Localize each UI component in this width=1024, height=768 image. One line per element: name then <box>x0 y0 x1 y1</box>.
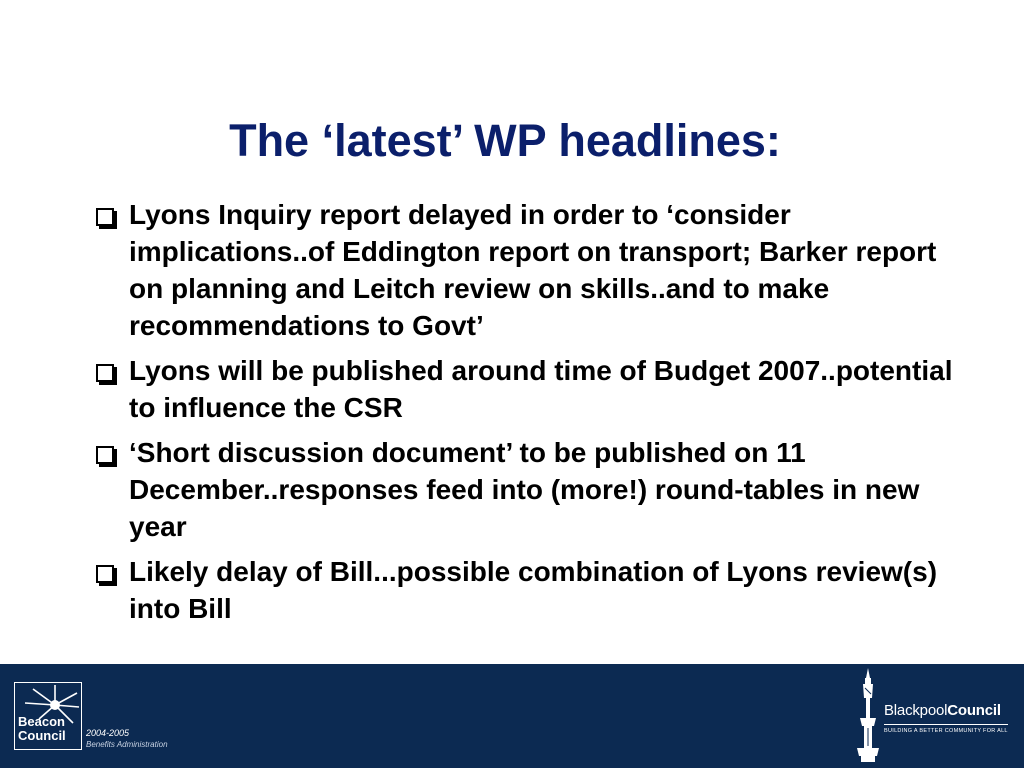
beacon-council-logo <box>14 682 82 750</box>
list-item <box>92 352 972 426</box>
beacon-logo-line2: Council <box>18 728 66 743</box>
square-bullet-icon <box>96 208 114 226</box>
council-name-part2: Council <box>947 702 1001 719</box>
bullet-text: ‘Short discussion document’ to be published on 11 December..responses feed into (more!) round-tables in new year <box>129 437 920 542</box>
bullet-text: Lyons Inquiry report delayed in order to ‘consider implications..of Eddington report on transport; Barker report on planning and Leitch review on skills..and to make recommendations to Govt’ <box>129 199 937 341</box>
tower-crest-icon <box>855 668 881 764</box>
council-name-part1: Blackpool <box>884 702 948 719</box>
beacon-logo-line1: Beacon <box>18 714 65 729</box>
slide-title: The ‘latest’ WP headlines: <box>229 115 781 166</box>
beacon-subtitle: Benefits Administration <box>86 740 168 749</box>
logo-divider <box>884 724 1008 725</box>
beacon-years: 2004-2005 <box>86 728 130 738</box>
square-bullet-icon <box>96 446 114 464</box>
list-item <box>92 553 972 627</box>
list-item <box>92 434 972 545</box>
bullet-list <box>92 196 972 635</box>
bullet-text: Likely delay of Bill...possible combination of Lyons review(s) into Bill <box>129 556 938 624</box>
square-bullet-icon <box>96 364 114 382</box>
blackpool-council-logo <box>884 702 1001 720</box>
square-bullet-icon <box>96 565 114 583</box>
list-item <box>92 196 972 344</box>
council-tagline: BUILDING A BETTER COMMUNITY FOR ALL <box>884 728 1008 734</box>
bullet-text: Lyons will be published around time of Budget 2007..potential to influence the CSR <box>129 355 953 423</box>
